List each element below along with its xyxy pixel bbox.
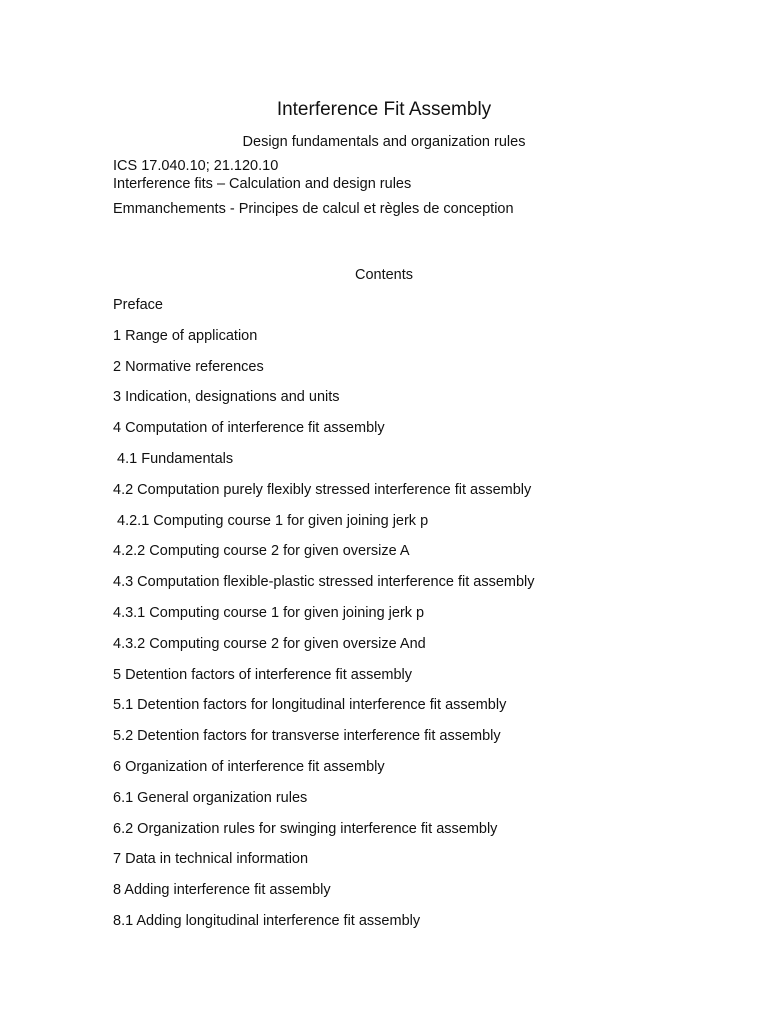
- toc-item: 6.1 General organization rules: [113, 789, 308, 806]
- ics-code: ICS 17.040.10; 21.120.10: [113, 158, 279, 174]
- toc-item: 5 Detention factors of interference fit assembly: [113, 666, 413, 683]
- english-title: Interference fits – Calculation and design rules: [113, 176, 412, 192]
- toc-item: 6 Organization of interference fit assembly: [113, 758, 385, 775]
- french-title: Emmanchements - Principes de calcul et règles de conception: [113, 201, 514, 217]
- contents-heading: Contents: [354, 267, 414, 283]
- toc-item: 4.2 Computation purely flexibly stressed interference fit assembly: [113, 481, 532, 498]
- toc-item: 4.3.2 Computing course 2 for given oversize And: [113, 635, 426, 652]
- table-of-contents: [113, 296, 535, 943]
- toc-item: 4.2.2 Computing course 2 for given oversize A: [113, 543, 410, 560]
- toc-item: 3 Indication, designations and units: [113, 389, 340, 406]
- toc-item: 4.3 Computation flexible-plastic stressed interference fit assembly: [113, 574, 535, 591]
- toc-item: Preface: [113, 297, 163, 313]
- document-subtitle: Design fundamentals and organization rules: [242, 134, 526, 150]
- document-title: Interference Fit Assembly: [276, 99, 492, 120]
- toc-item: 4.3.1 Computing course 1 for given joining jerk p: [113, 604, 425, 621]
- toc-item: 5.2 Detention factors for transverse interference fit assembly: [113, 728, 501, 745]
- toc-item: 8 Adding interference fit assembly: [113, 882, 331, 899]
- toc-item: 1 Range of application: [113, 327, 258, 344]
- toc-item: 6.2 Organization rules for swinging interference fit assembly: [113, 820, 498, 837]
- toc-item: 4.1 Fundamentals: [113, 450, 234, 467]
- toc-item: 5.1 Detention factors for longitudinal interference fit assembly: [113, 697, 507, 714]
- toc-item: 7 Data in technical information: [113, 851, 309, 868]
- toc-item: 4 Computation of interference fit assembly: [113, 420, 385, 437]
- toc-item: 2 Normative references: [113, 358, 264, 375]
- toc-item: 8.1 Adding longitudinal interference fit assembly: [113, 912, 421, 929]
- toc-item: 4.2.1 Computing course 1 for given joining jerk p: [113, 512, 429, 529]
